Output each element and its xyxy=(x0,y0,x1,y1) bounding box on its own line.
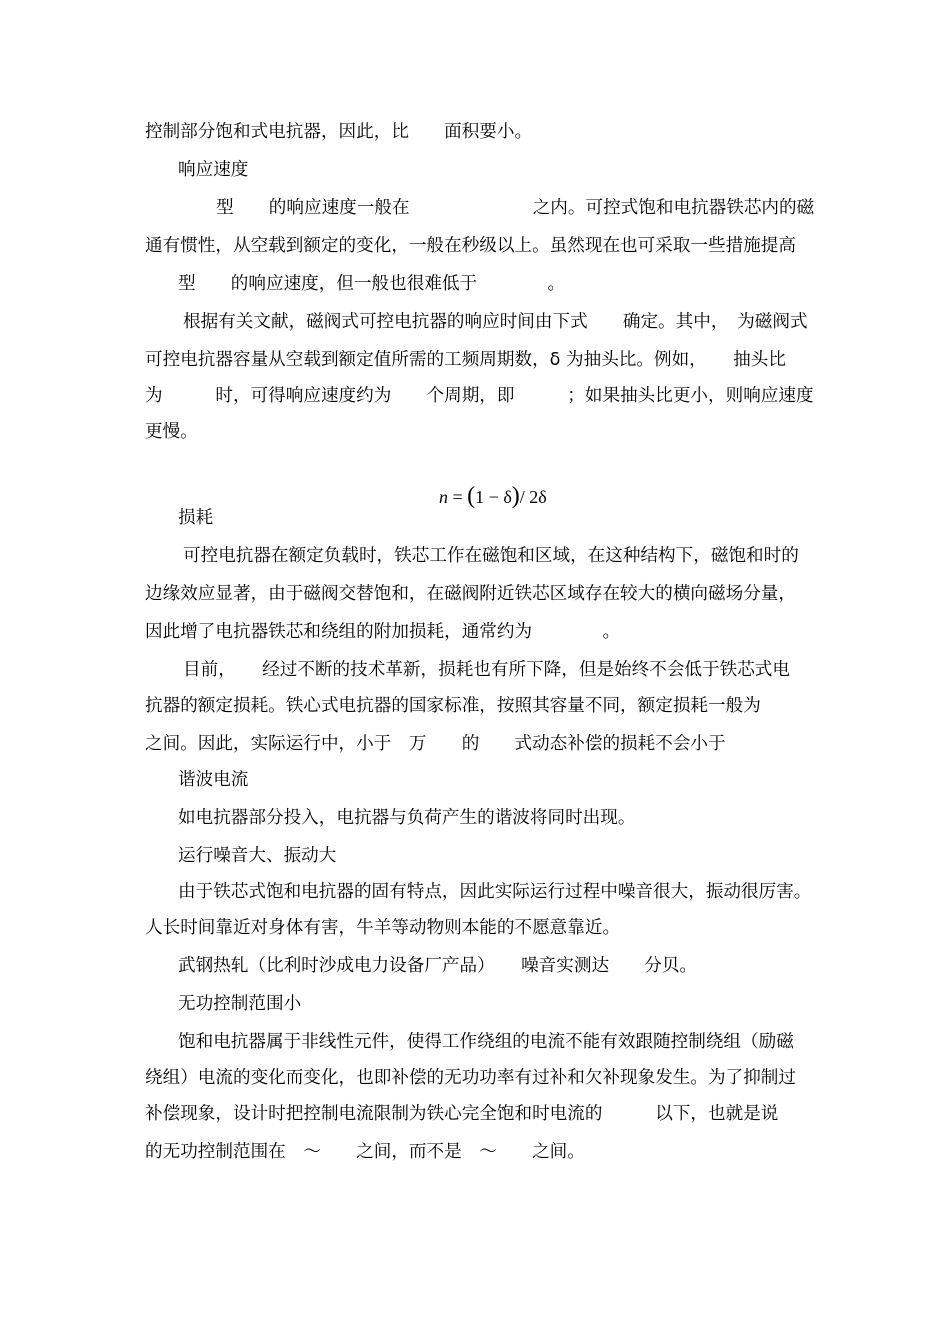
formula-lparen: ( xyxy=(467,483,476,509)
section-heading-harmonic: 谐波电流 xyxy=(178,770,249,790)
section-heading-reactive-range: 无功控制范围小 xyxy=(178,994,302,1014)
line-16: 之间。因此，实际运行中，小于 万 的 式动态补偿的损耗不会小于 xyxy=(145,734,726,754)
formula-rparen: ) xyxy=(511,483,520,509)
line-18: 如电抗器部分投入，电抗器与负荷产生的谐波将同时出现。 xyxy=(178,808,636,828)
formula-denominator: / 2δ xyxy=(519,487,547,507)
line-1: 控制部分饱和式电抗器，因此，比 面积要小。 xyxy=(145,122,533,142)
line-27: 的无功控制范围在 ～ 之间，而不是 ～ 之间。 xyxy=(145,1142,585,1162)
line-24: 饱和电抗器属于非线性元件，使得工作绕组的电流不能有效跟随控制绕组（励磁 xyxy=(178,1032,794,1052)
formula-one: 1 xyxy=(475,487,485,507)
section-heading-noise: 运行噪音大、振动大 xyxy=(178,846,337,866)
line-4: 通有惯性，从空载到额定的变化，一般在秒级以上。虽然现在也可采取一些措施提高 xyxy=(145,236,796,256)
line-5: 型 的响应速度，但一般也很难低于 。 xyxy=(178,274,566,294)
line-14: 目前， 经过不断的技术革新，损耗也有所下降，但是始终不会低于铁芯式电 xyxy=(183,660,790,680)
formula-eq: = xyxy=(448,487,468,507)
formula-n: n xyxy=(439,487,448,507)
line-8: 为 时，可得响应速度约为 个周期，即 ；如果抽头比更小，则响应速度 xyxy=(145,386,814,406)
formula-delta: δ xyxy=(503,487,512,507)
line-3: 型 的响应速度一般在 之内。可控式饱和电抗器铁芯内的磁 xyxy=(216,198,815,218)
response-time-formula xyxy=(430,460,547,509)
line-13: 因此增了电抗器铁芯和绕组的附加损耗，通常约为 。 xyxy=(145,622,621,642)
line-9: 更慢。 xyxy=(145,422,198,442)
line-11: 可控电抗器在额定负载时，铁芯工作在磁饱和区域，在这种结构下，磁饱和时的 xyxy=(183,546,799,566)
line-21: 人长时间靠近对身体有害，牛羊等动物则本能的不愿意靠近。 xyxy=(145,918,621,938)
formula-minus: − xyxy=(484,487,504,507)
line-6: 根据有关文献，磁阀式可控电抗器的响应时间由下式 确定。其中， 为磁阀式 xyxy=(183,312,808,332)
section-heading-response-speed: 响应速度 xyxy=(178,160,249,180)
line-12: 边缘效应显著，由于磁阀交替饱和，在磁阀附近铁芯区域存在较大的横向磁场分量， xyxy=(145,584,796,604)
line-15: 抗器的额定损耗。铁心式电抗器的国家标准，按照其容量不同，额定损耗一般为 xyxy=(145,696,761,716)
line-7: 可控电抗器容量从空载到额定值所需的工频周期数，δ 为抽头比。例如， 抽头比 xyxy=(145,350,786,370)
section-heading-loss: 损耗 xyxy=(178,508,214,528)
line-20: 由于铁芯式饱和电抗器的固有特点，因此实际运行过程中噪音很大，振动很厉害。 xyxy=(178,882,812,902)
line-22: 武钢热轧（比利时沙成电力设备厂产品） 噪音实测达 分贝。 xyxy=(178,956,698,976)
line-25: 绕组）电流的变化而变化，也即补偿的无功功率有过补和欠补现象发生。为了抑制过 xyxy=(145,1068,796,1088)
line-26: 补偿现象，设计时把控制电流限制为铁心完全饱和时电流的 以下，也就是说 xyxy=(145,1104,779,1124)
